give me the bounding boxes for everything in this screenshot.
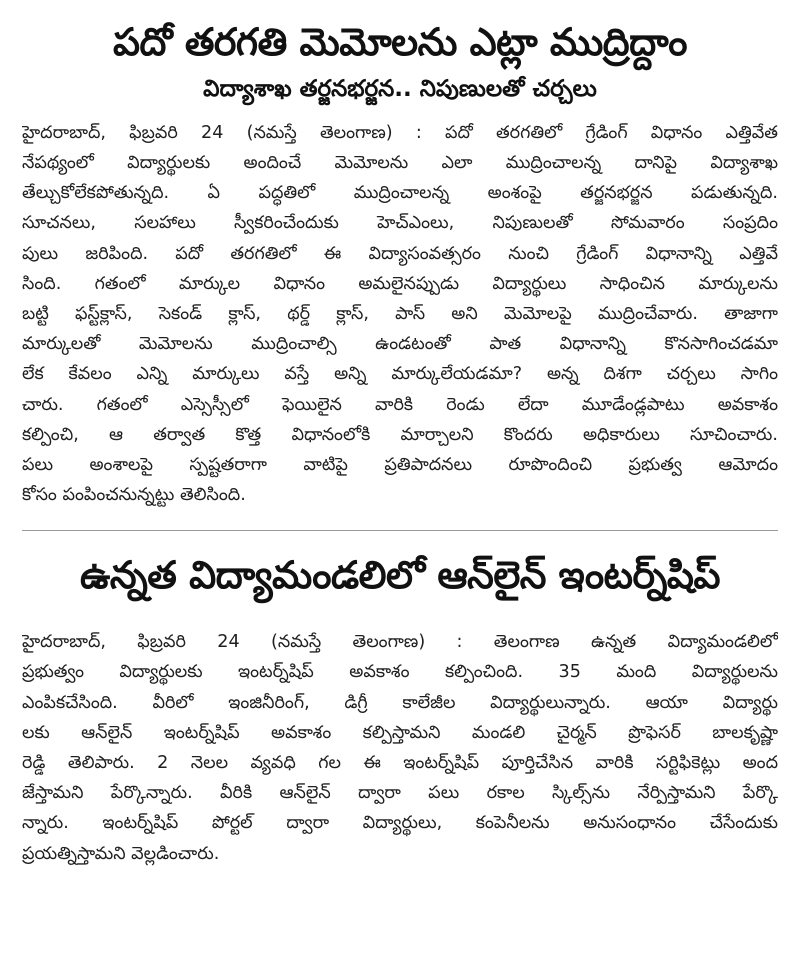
article1-line: నేపథ్యంలో విద్యార్థులకు అందించే మెమోలను ఎలా ముద్రించాలన్న దానిపై విద్యాశాఖ [22,153,778,173]
article1-body [22,118,778,511]
article1-line: పలు అంశాలపై స్పష్టతరాగా వాటిపై ప్రతిపాదనలు రూపొందించి ప్రభుత్వ ఆమోదం [22,455,778,476]
article2-line: రెడ్డి తెలిపారు. 2 నెలల వ్యవధి గల ఈ ఇంటర్న్‌షిప్ పూర్తిచేసిన వారికి సర్టిఫికెట్లు అంద [22,753,778,774]
article2-line: న్నారు. ఇంటర్న్‌షిప్ పోర్టల్ ద్వారా విద్యార్థులు, కంపెనీలను అనుసంధానం చేసేందుకు [22,813,778,834]
article2-line: ప్రయత్నిస్తామని వెల్లడించారు. [22,843,220,864]
article2-line: లకు ఆన్‌లైన్ ఇంటర్న్‌షిప్ అవకాశం కల్పిస్తామని మండలి చైర్మన్ ప్రొఫెసర్ బాలకృష్ణా [22,722,778,743]
article1-subheadline: విద్యాశాఖ తర్జనభర్జన.. నిపుణులతో చర్చలు [203,75,597,102]
article1-line: హైదరాబాద్, ఫిబ్రవరి 24 (నమస్తే తెలంగాణ) : పదో తరగతిలో గ్రేడింగ్ విధానం ఎత్తివేత [22,122,778,143]
article1-line: కోసం పంపించనున్నట్టు తెలిసింది. [22,485,246,506]
article2-body [22,627,778,869]
article1-line: లేక కేవలం ఎన్ని మార్కులు వస్తే అన్ని మార్కులేయడమా? అన్న దిశగా చర్చలు సాగిం [22,364,778,385]
article2-headline: ఉన్నత విద్యామండలిలో ఆన్‌లైన్ ఇంటర్న్‌షిప్ [80,553,720,598]
article1-line: మార్కులతో మెమోలను ముద్రించాల్సి ఉండటంతో పాత విధానాన్ని కొనసాగించడమా [22,334,778,355]
article1-line: బట్టి ఫస్ట్‌క్లాస్, సెకండ్ క్లాస్, థర్డ్ క్లాస్, పాస్ అని మెమోలపై ముద్రించేవారు. తాజాగా [22,304,778,325]
article1-line: సూచనలు, సలహాలు స్వీకరించేందుకు హెచ్‌ఎంలు, నిపుణులతో సోమవారం సంప్రదిం [22,213,778,234]
article1-line: కల్పించి, ఆ తర్వాత కొత్త విధానంలోకి మార్చాలని కొందరు అధికారులు సూచించారు. [22,424,778,445]
article2-line: ప్రభుత్వం విద్యార్థులకు ఇంటర్న్‌షిప్ అవకాశం కల్పించింది. 35 మంది విద్యార్థులను [22,662,778,683]
article1-line: చారు. గతంలో ఎస్సెస్సీలో ఫెయిలైన వారికి రెండు లేదా మూడేండ్లపాటు అవకాశం [22,394,778,415]
article2-line: జేస్తామని పేర్కొన్నారు. వీరికి ఆన్‌లైన్ ద్వారా పలు రకాల స్కిల్స్‌ను నేర్పిస్తామని పేర్కొ [22,783,778,804]
article1-headline: పదో తరగతి మెమోలను ఎట్లా ముద్రిద్దాం [113,20,687,64]
article2-line: హైదరాబాద్, ఫిబ్రవరి 24 (నమస్తే తెలంగాణ) : తెలంగాణ ఉన్నత విద్యామండలిలో [22,632,778,653]
article1-line: సింది. గతంలో మార్కుల విధానం అమలైనప్పుడు విద్యార్థులు సాధించిన మార్కులను [22,273,778,294]
article2-line: ఎంపికచేసింది. వీరిలో ఇంజినీరింగ్, డిగ్రీ కాలేజీల విద్యార్థులున్నారు. ఆయా విద్యార్థు [22,692,778,713]
article1-line: పులు జరిపింది. పదో తరగతిలో ఈ విద్యాసంవత్సరం నుంచి గ్రేడింగ్ విధానాన్ని ఎత్తివే [22,243,778,264]
article-divider [22,530,778,531]
article1-line: తేల్చుకోలేకపోతున్నది. ఏ పద్ధతిలో ముద్రించాలన్న అంశంపై తర్జనభర్జన పడుతున్నది. [22,183,778,204]
